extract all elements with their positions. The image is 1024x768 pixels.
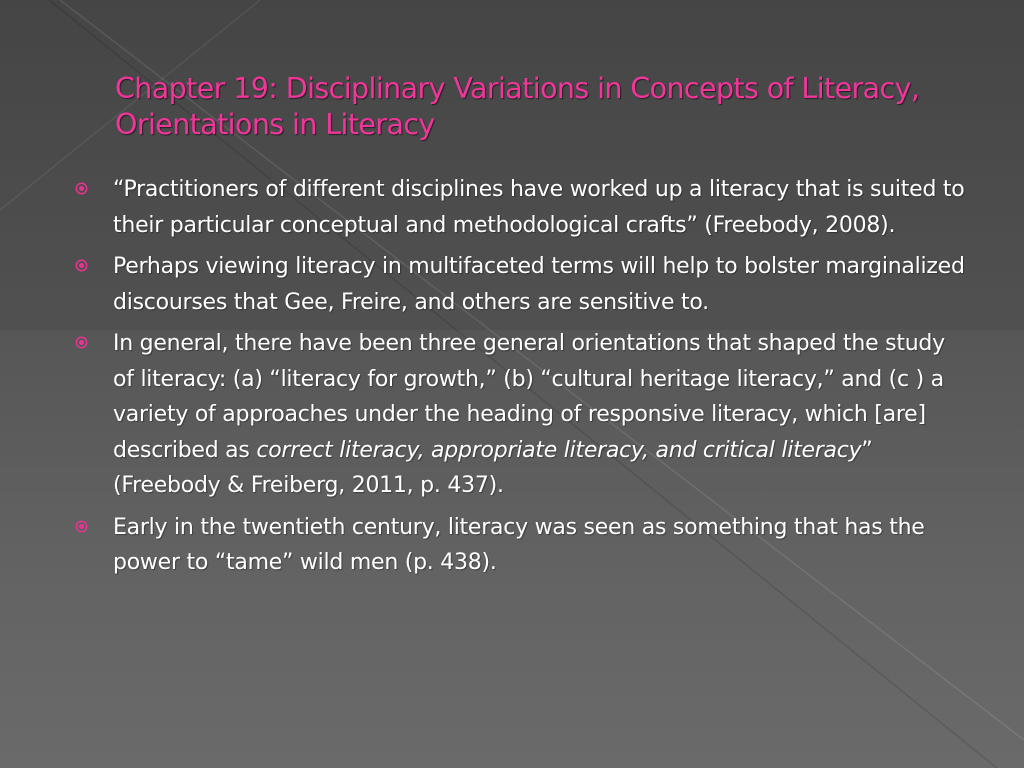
bullet-text: Perhaps viewing literacy in multifaceted terms will help to bolster marginalized discourses that Gee, Freire, and others are sensitive to.: [113, 254, 965, 315]
bullet-text: [113, 331, 945, 498]
bullet-item: [70, 249, 970, 320]
bullet-item: [70, 510, 970, 581]
circle-dot-icon: [75, 336, 88, 349]
circle-dot-icon: [75, 259, 88, 272]
bullet-text: “Practitioners of different disciplines have worked up a literacy that is suited to their particular conceptual and methodological crafts” (Freebody, 2008).: [113, 177, 965, 238]
bullet-text: Early in the twentieth century, literacy was seen as something that has the power to “tame” wild men (p. 438).: [113, 514, 925, 575]
bullet-text-part: In general, there have been three general orientations that shaped the study of literacy: (a) “literacy for growth,” (b) “cultural heritage literacy,” and (c ) a variety of approaches under the heading of responsive literacy, which [are] described as: [113, 331, 945, 463]
bullet-item: [70, 172, 970, 243]
bullet-list: [70, 172, 970, 587]
bullet-text-part: ” (Freebody & Freiberg, 2011, p. 437).: [113, 437, 873, 498]
slide-title: Chapter 19: Disciplinary Variations in Concepts of Literacy, Orientations in Literacy: [115, 72, 920, 141]
bullet-text-italic: correct literacy, appropriate literacy, and critical literacy: [256, 437, 862, 463]
bullet-item: [70, 326, 970, 504]
circle-dot-icon: [75, 520, 88, 533]
circle-dot-icon: [75, 182, 88, 195]
